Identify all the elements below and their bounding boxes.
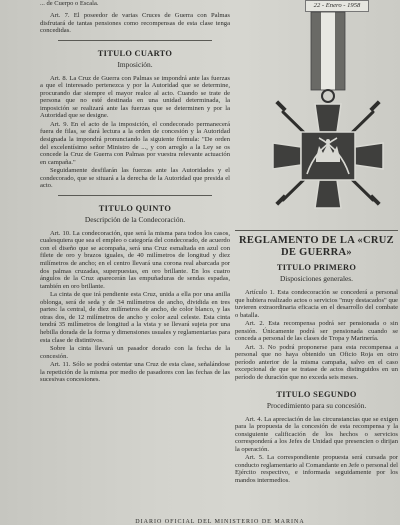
left-column <box>40 12 230 385</box>
medal-illustration <box>245 0 400 225</box>
top-fragment-text: ... de Cuerpo o Escala. <box>40 0 99 7</box>
article-10: Art. 10. La condecoración, que será la misma para todos los casos, cualesquiera que sea el empleo o categoría del condecorado, de acuerdo con el diseño que se acompaña, será una Cruz esmaltada en azul con filete de oro y brazos iguales, de 40 milímetros de longitud y diez milímetros de ancho; en el centro llevará una corona real abarcada por dos palmas cruzadas, superpuestas, en oro brillante. En los cuatro ángulos de la Cruz aparecerán las empuñaduras de sendas espadas, también en oro brillante. <box>40 229 230 290</box>
divider <box>58 195 212 196</box>
article-8: Art. 8. La Cruz de Guerra con Palmas se impondrá ante las fuerzas a que el interesado pertenezca y por la Autoridad que se determine, procurando dar siempre el mayor realce al acto. Cuando se trate de persona que no esté destinada en una unidad determinada, la imposición se realizará ante las fuerzas que se determinen y por la Autoridad que se designe. <box>40 74 230 120</box>
heading-titulo-cuarto: TITULO CUARTO <box>97 48 173 58</box>
article-11: Art. 11. Sólo se podrá ostentar una Cruz de esta clase, señalándose la repetición de la misma por medio de pasadores con las fechas de las sucesivas concesiones. <box>40 361 230 384</box>
heading-titulo-segundo: TITULO SEGUNDO <box>276 389 357 399</box>
footer-running-head: DIARIO OFICIAL DEL MINISTERIO DE MARINA <box>135 519 305 525</box>
article-1: Artículo 1. Esta condecoración se concederá a personal que hubiera realizado actos o servicios "muy destacados" que tuvieren extraordinaria eficacia en el desarrollo del combate o batalla. <box>235 289 398 319</box>
article-10-clasp: Sobre la cinta llevará un pasador dorado con la fecha de la concesión. <box>40 345 230 360</box>
heading-titulo-primero: TITULO PRIMERO <box>276 263 357 272</box>
article-9-continued: Seguidamente desfilarán las fuerzas ante las Autoridades y el condecorado, que se situará a la derecha de la Autoridad que presida el acto. <box>40 167 230 190</box>
article-3: Art. 3. No podrá proponerse para esta recompensa a personal que no haya obtenido un Oficio Roja en otro período anterior de la misma campaña, salvo en el caso excepcional de que se tratase de actos distinguidos en un período de duración que no exceda seis meses. <box>235 343 398 382</box>
subheading-disposiciones: Disposiciones generales. <box>279 274 354 283</box>
cross-medal-icon <box>245 0 400 225</box>
right-column <box>235 230 398 485</box>
article-7: Art. 7. El poseedor de varias Cruces de Guerra con Palmas disfrutará de tantas pensiones como recompensas de esta clase tenga concedidas. <box>40 12 230 35</box>
regulation-title: REGLAMENTO DE LA «CRUZ DE GUERRA» <box>239 235 394 258</box>
divider <box>58 40 212 41</box>
suspension-ring <box>322 90 334 102</box>
ribbon-left-stripe <box>311 12 321 90</box>
subheading-descripcion: Descripción de la Condecoración. <box>84 214 186 224</box>
subheading-procedimiento: Procedimiento para su concesión. <box>266 400 367 410</box>
ribbon-center-stripe <box>321 12 335 90</box>
article-9: Art. 9. En el acto de la imposición, el condecorado permanecerá fuera de filas, se dará lectura a la orden de concesión y la Autoridad designada la impondrá pronunciando la siguiente fórmula: "De orden del excelentísimo señor Ministro de ..., y con arreglo a la Ley se os concede la Cruz de Guerra con Palmas por vuestra relevante actuación en campaña." <box>40 120 230 166</box>
heading-titulo-quinto: TITULO QUINTO <box>98 203 172 213</box>
divider <box>235 230 398 231</box>
subheading-imposicion: Imposición. <box>117 59 153 69</box>
article-4: Art. 4. La apreciación de las circunstancias que se exigen para la propuesta de la concesión de esta recompensa y la consiguiente calificación de los hechos o servicios corresponderá a los Jefes de Unidad que presencien o dirijan la operación. <box>235 415 398 453</box>
ribbon-right-stripe <box>335 12 345 90</box>
article-10-ribbon: La cinta de que irá pendiente esta Cruz, unida a ella por una anilla oblonga, será de seda y de 34 milímetros de ancho, dividida en tres partes: la central, de diez milímetros de ancho, de color blanco, y las otras dos, de 12 milímetros de ancho y color azul celeste. Esta cinta tendrá 35 milímetros de longitud a la vista y se llevará sujeta por una hebilla dorada de la forma y dimensiones usuales y reglamentarias para esta clase de distintivos. <box>40 291 230 344</box>
date-clasp-label: 22 - Enero - 1958 <box>305 0 369 12</box>
article-2: Art. 2. Esta recompensa podrá ser pensionada o sin pensión. Únicamente podrá ser pensionada cuando se conceda a personal de las clases de Tropa y Marinería. <box>235 320 398 343</box>
article-5: Art. 5. La correspondiente propuesta será cursada por conducto reglamentario al Comandante en Jefe o personal del Ejército respectivo, e informada seguidamente por los mandos intermedios. <box>235 454 398 484</box>
